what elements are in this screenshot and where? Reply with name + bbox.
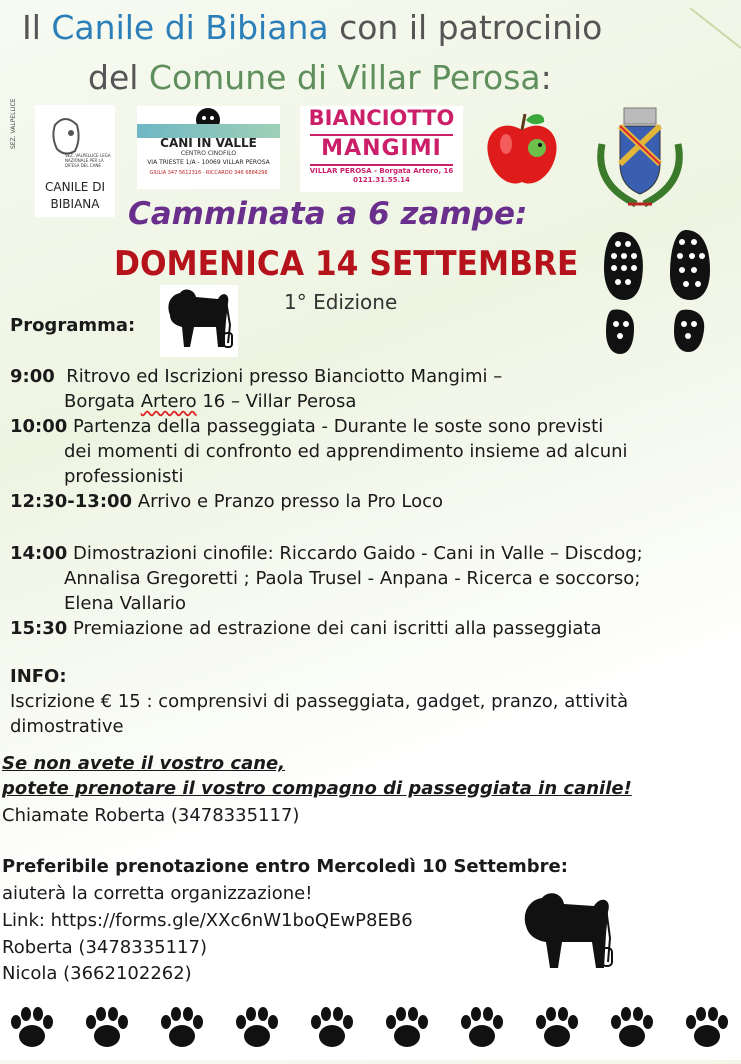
header-line-1: Il Canile di Bibiana con il patrocinio [22, 8, 603, 47]
event-edition: 1° Edizione [284, 290, 398, 314]
program-item-1: 10:00 Partenza della passeggiata - Durante le soste sono previsti [10, 416, 604, 437]
booking-line-1: aiuterà la corretta organizzazione! [2, 883, 313, 904]
program-item-4: 15:30 Premiazione ad estrazione dei cani iscritti alla passeggiata [10, 618, 602, 639]
program-item-1-line-3: professionisti [64, 466, 184, 487]
paw-print-icon [11, 1007, 53, 1047]
event-title: Camminata a 6 zampe: [128, 196, 528, 232]
cani-in-valle-logo: CANI IN VALLE CENTRO CINOFILO VIA TRIESTE 1/A - 10069 VILLAR PEROSA GIULIA 347 5612316 · RICCARDO 346 6884296 [137, 106, 280, 189]
paw-print-icon [536, 1007, 578, 1047]
canile-name: Canile di Bibiana [51, 8, 329, 47]
info-heading: INFO: [10, 666, 67, 687]
no-dog-line-1: Se non avete il vostro cane, [2, 753, 286, 774]
canile-bibiana-logo: SEZ. VALPELLICE SEZ. VALPELLICE LEGA NAZIONALE PER LA DIFESA DEL CANE CANILE DI BIBIANA [35, 105, 115, 217]
contact-roberta: Roberta (3478335117) [2, 937, 207, 958]
comune-name: Comune di Villar Perosa [148, 58, 541, 97]
program-item-3-line-3: Elena Vallario [64, 593, 187, 614]
info-line-2: dimostrative [10, 716, 124, 737]
program-heading: Programma: [10, 315, 136, 336]
paw-print-icon [611, 1007, 653, 1047]
info-line-1: Iscrizione € 15 : comprensivi di passeggiata, gadget, pranzo, attività [10, 691, 629, 712]
program-item-0: 9:00 Ritrovo ed Iscrizioni presso Bianciotto Mangimi – [10, 366, 503, 387]
booking-heading: Preferibile prenotazione entro Mercoledì 10 Settembre: [2, 856, 568, 877]
coat-of-arms-icon [590, 104, 690, 216]
program-item-3-line-2: Annalisa Gregoretti ; Paola Trusel - Anpana - Ricerca e soccorso; [64, 568, 641, 589]
paw-print-icon [86, 1007, 128, 1047]
program-item-0-line-2: Borgata Artero 16 – Villar Perosa [64, 391, 357, 412]
paw-print-icon [161, 1007, 203, 1047]
booking-link[interactable]: Link: https://forms.gle/XXc6nW1boQEwP8EB6 [2, 910, 413, 931]
no-dog-line-2: potete prenotare il vostro compagno di passeggiata in canile! [2, 778, 632, 799]
paw-print-icon [686, 1007, 728, 1047]
paw-prints-icon [0, 988, 741, 1060]
paw-print-icon [386, 1007, 428, 1047]
dog-with-leash-icon-2 [518, 888, 618, 980]
apple-icon [482, 108, 562, 190]
dog-head-icon [137, 106, 280, 126]
call-roberta: Chiamate Roberta (3478335117) [2, 805, 300, 826]
corner-decoration [690, 0, 741, 50]
contact-nicola: Nicola (3662102262) [2, 963, 192, 984]
bianciotto-mangimi-logo: BIANCIOTTO MANGIMI VILLAR PEROSA - Borgata Artero, 16 0121.31.55.14 [300, 106, 463, 192]
program-item-2: 12:30-13:00 Arrivo e Pranzo presso la Pro Loco [10, 491, 443, 512]
villar-perosa-crest [590, 104, 690, 216]
dog-cat-logo-icon [10, 98, 115, 185]
event-date: DOMENICA 14 SETTEMBRE [114, 244, 579, 284]
shoe-prints-icon [598, 228, 716, 358]
paw-prints-row [0, 988, 741, 1060]
header-line-2: del Comune di Villar Perosa: [88, 58, 552, 97]
dog-with-leash-icon [160, 285, 238, 357]
paw-print-icon [311, 1007, 353, 1047]
program-item-3: 14:00 Dimostrazioni cinofile: Riccardo Gaido - Cani in Valle – Discdog; [10, 543, 643, 564]
svg-text:SEZ. VALPELLICE: SEZ. VALPELLICE [10, 98, 17, 149]
paw-print-icon [236, 1007, 278, 1047]
paw-print-icon [461, 1007, 503, 1047]
program-item-1-line-2: dei momenti di confronto ed apprendimento insieme ad alcuni [64, 441, 628, 462]
apple-worm-logo [482, 108, 562, 190]
